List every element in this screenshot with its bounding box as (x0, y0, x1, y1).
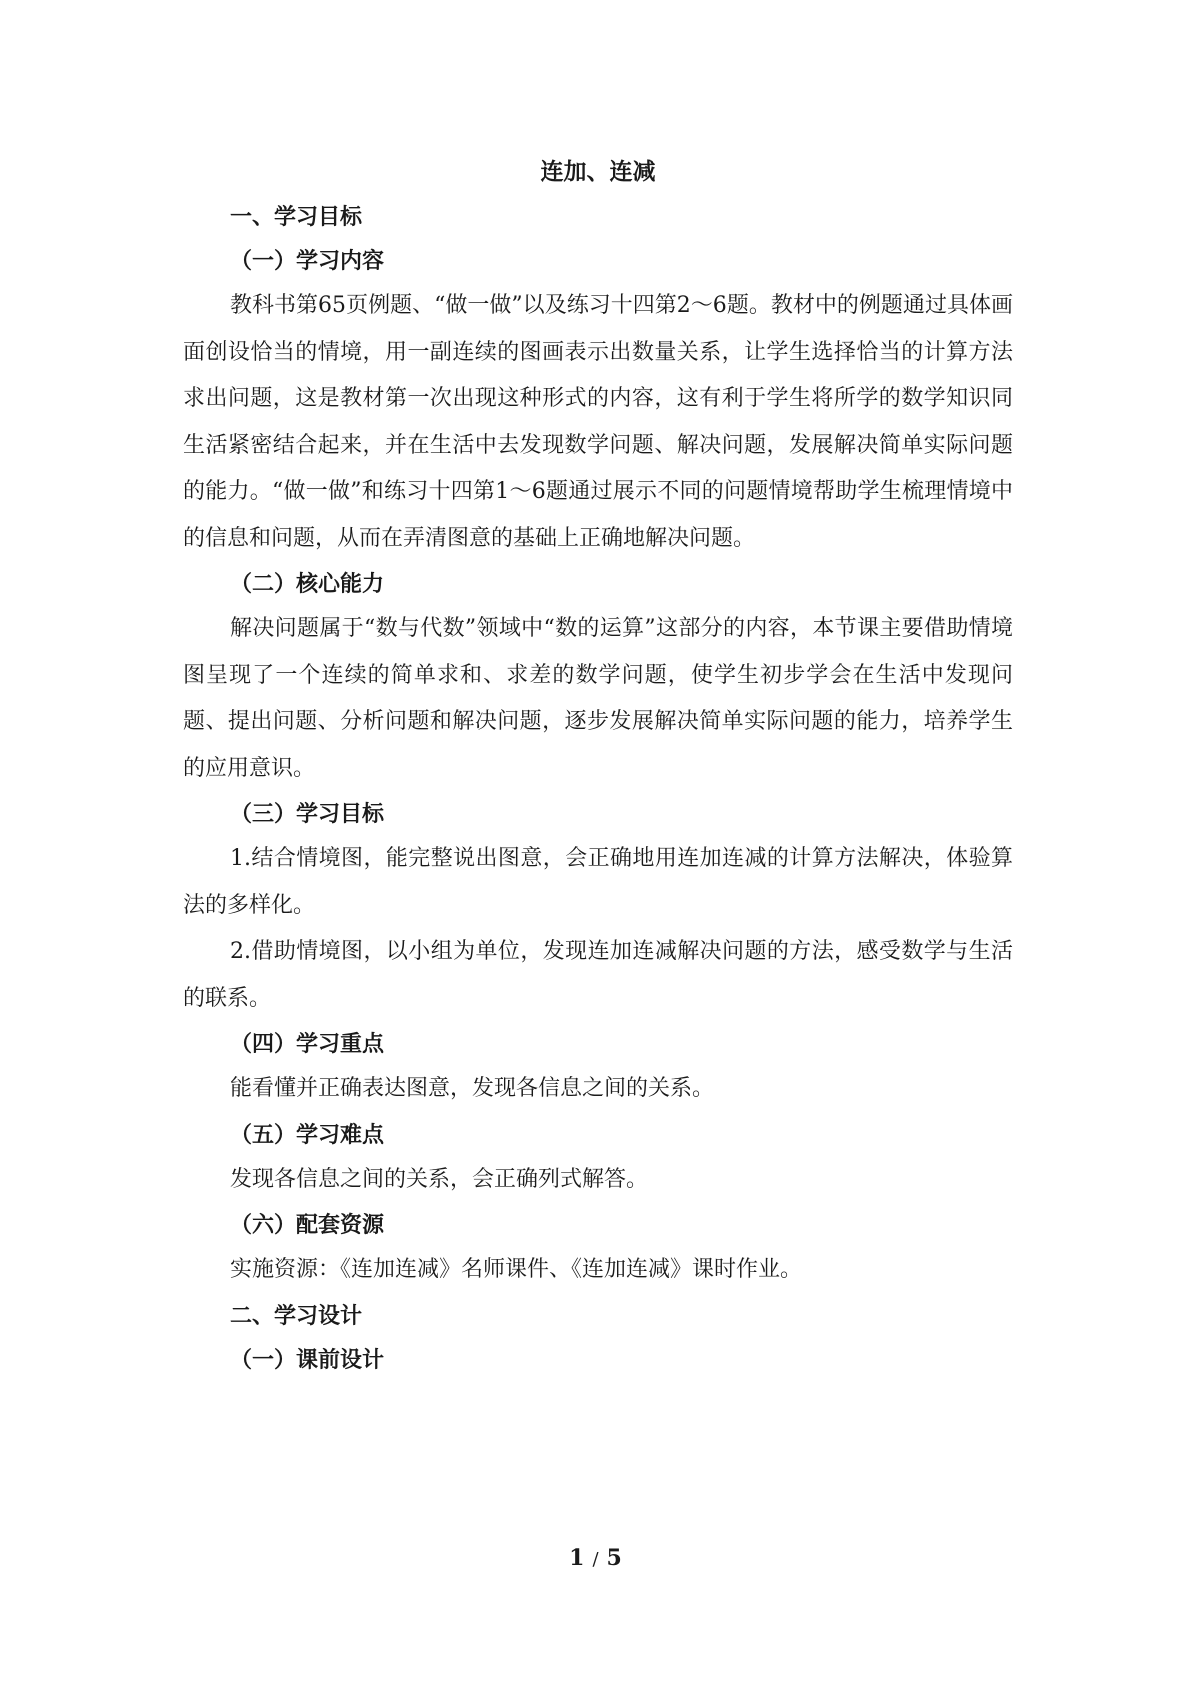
paragraph-learning-content: 教科书第65页例题、“做一做”以及练习十四第2～6题。教材中的例题通过具体画面创设恰当的情境，用一副连续的图画表示出数量关系，让学生选择恰当的计算方法求出问题，这是教材第一次出现这种形式的内容，这有利于学生将所学的数学知识同生活紧密结合起来，并在生活中去发现数学问题、解决问题，发展解决简单实际问题的能力。“做一做”和练习十四第1～6题通过展示不同的问题情境帮助学生梳理情境中的信息和问题，从而在弄清图意的基础上正确地解决问题。 (183, 293, 1013, 551)
subsection-heading-core-ability: （二）核心能力 (230, 571, 385, 597)
section-heading-learning-design: 二、学习设计 (230, 1302, 363, 1329)
document-body (183, 150, 1013, 1382)
current-page-number: 1 (569, 1545, 585, 1571)
document-title: 连加、连减 (540, 158, 656, 185)
objective-item-2: 2.借助情境图，以小组为单位，发现连加连减解决问题的方法，感受数学与生活的联系。 (183, 939, 1013, 1011)
subsection-heading-resources: （六）配套资源 (230, 1212, 385, 1238)
paragraph-resources: 实施资源：《连加连减》名师课件、《连加连减》课时作业。 (230, 1257, 803, 1282)
subsection-heading-key-points: （四）学习重点 (230, 1031, 385, 1057)
page-separator: / (592, 1549, 599, 1570)
section-heading-learning-goals: 一、学习目标 (230, 204, 363, 230)
objective-item-1: 1.结合情境图，能完整说出图意，会正确地用连加连减的计算方法解决，体验算法的多样化。 (183, 846, 1013, 918)
subsection-heading-difficulties: （五）学习难点 (230, 1121, 385, 1148)
paragraph-difficulties: 发现各信息之间的关系，会正确列式解答。 (230, 1166, 649, 1192)
page-number (0, 1543, 1191, 1575)
subsection-heading-objectives: （三）学习目标 (230, 801, 385, 827)
subsection-heading-pre-class-design: （一）课前设计 (230, 1346, 385, 1373)
subsection-heading-learning-content: （一）学习内容 (230, 248, 385, 274)
total-pages-number: 5 (606, 1545, 622, 1571)
paragraph-core-ability: 解决问题属于“数与代数”领域中“数的运算”这部分的内容，本节课主要借助情境图呈现了一个连续的简单求和、求差的数学问题，使学生初步学会在生活中发现问题、提出问题、分析问题和解决问题，逐步发展解决简单实际问题的能力，培养学生的应用意识。 (183, 616, 1013, 781)
paragraph-key-points: 能看懂并正确表达图意，发现各信息之间的关系。 (230, 1076, 715, 1101)
